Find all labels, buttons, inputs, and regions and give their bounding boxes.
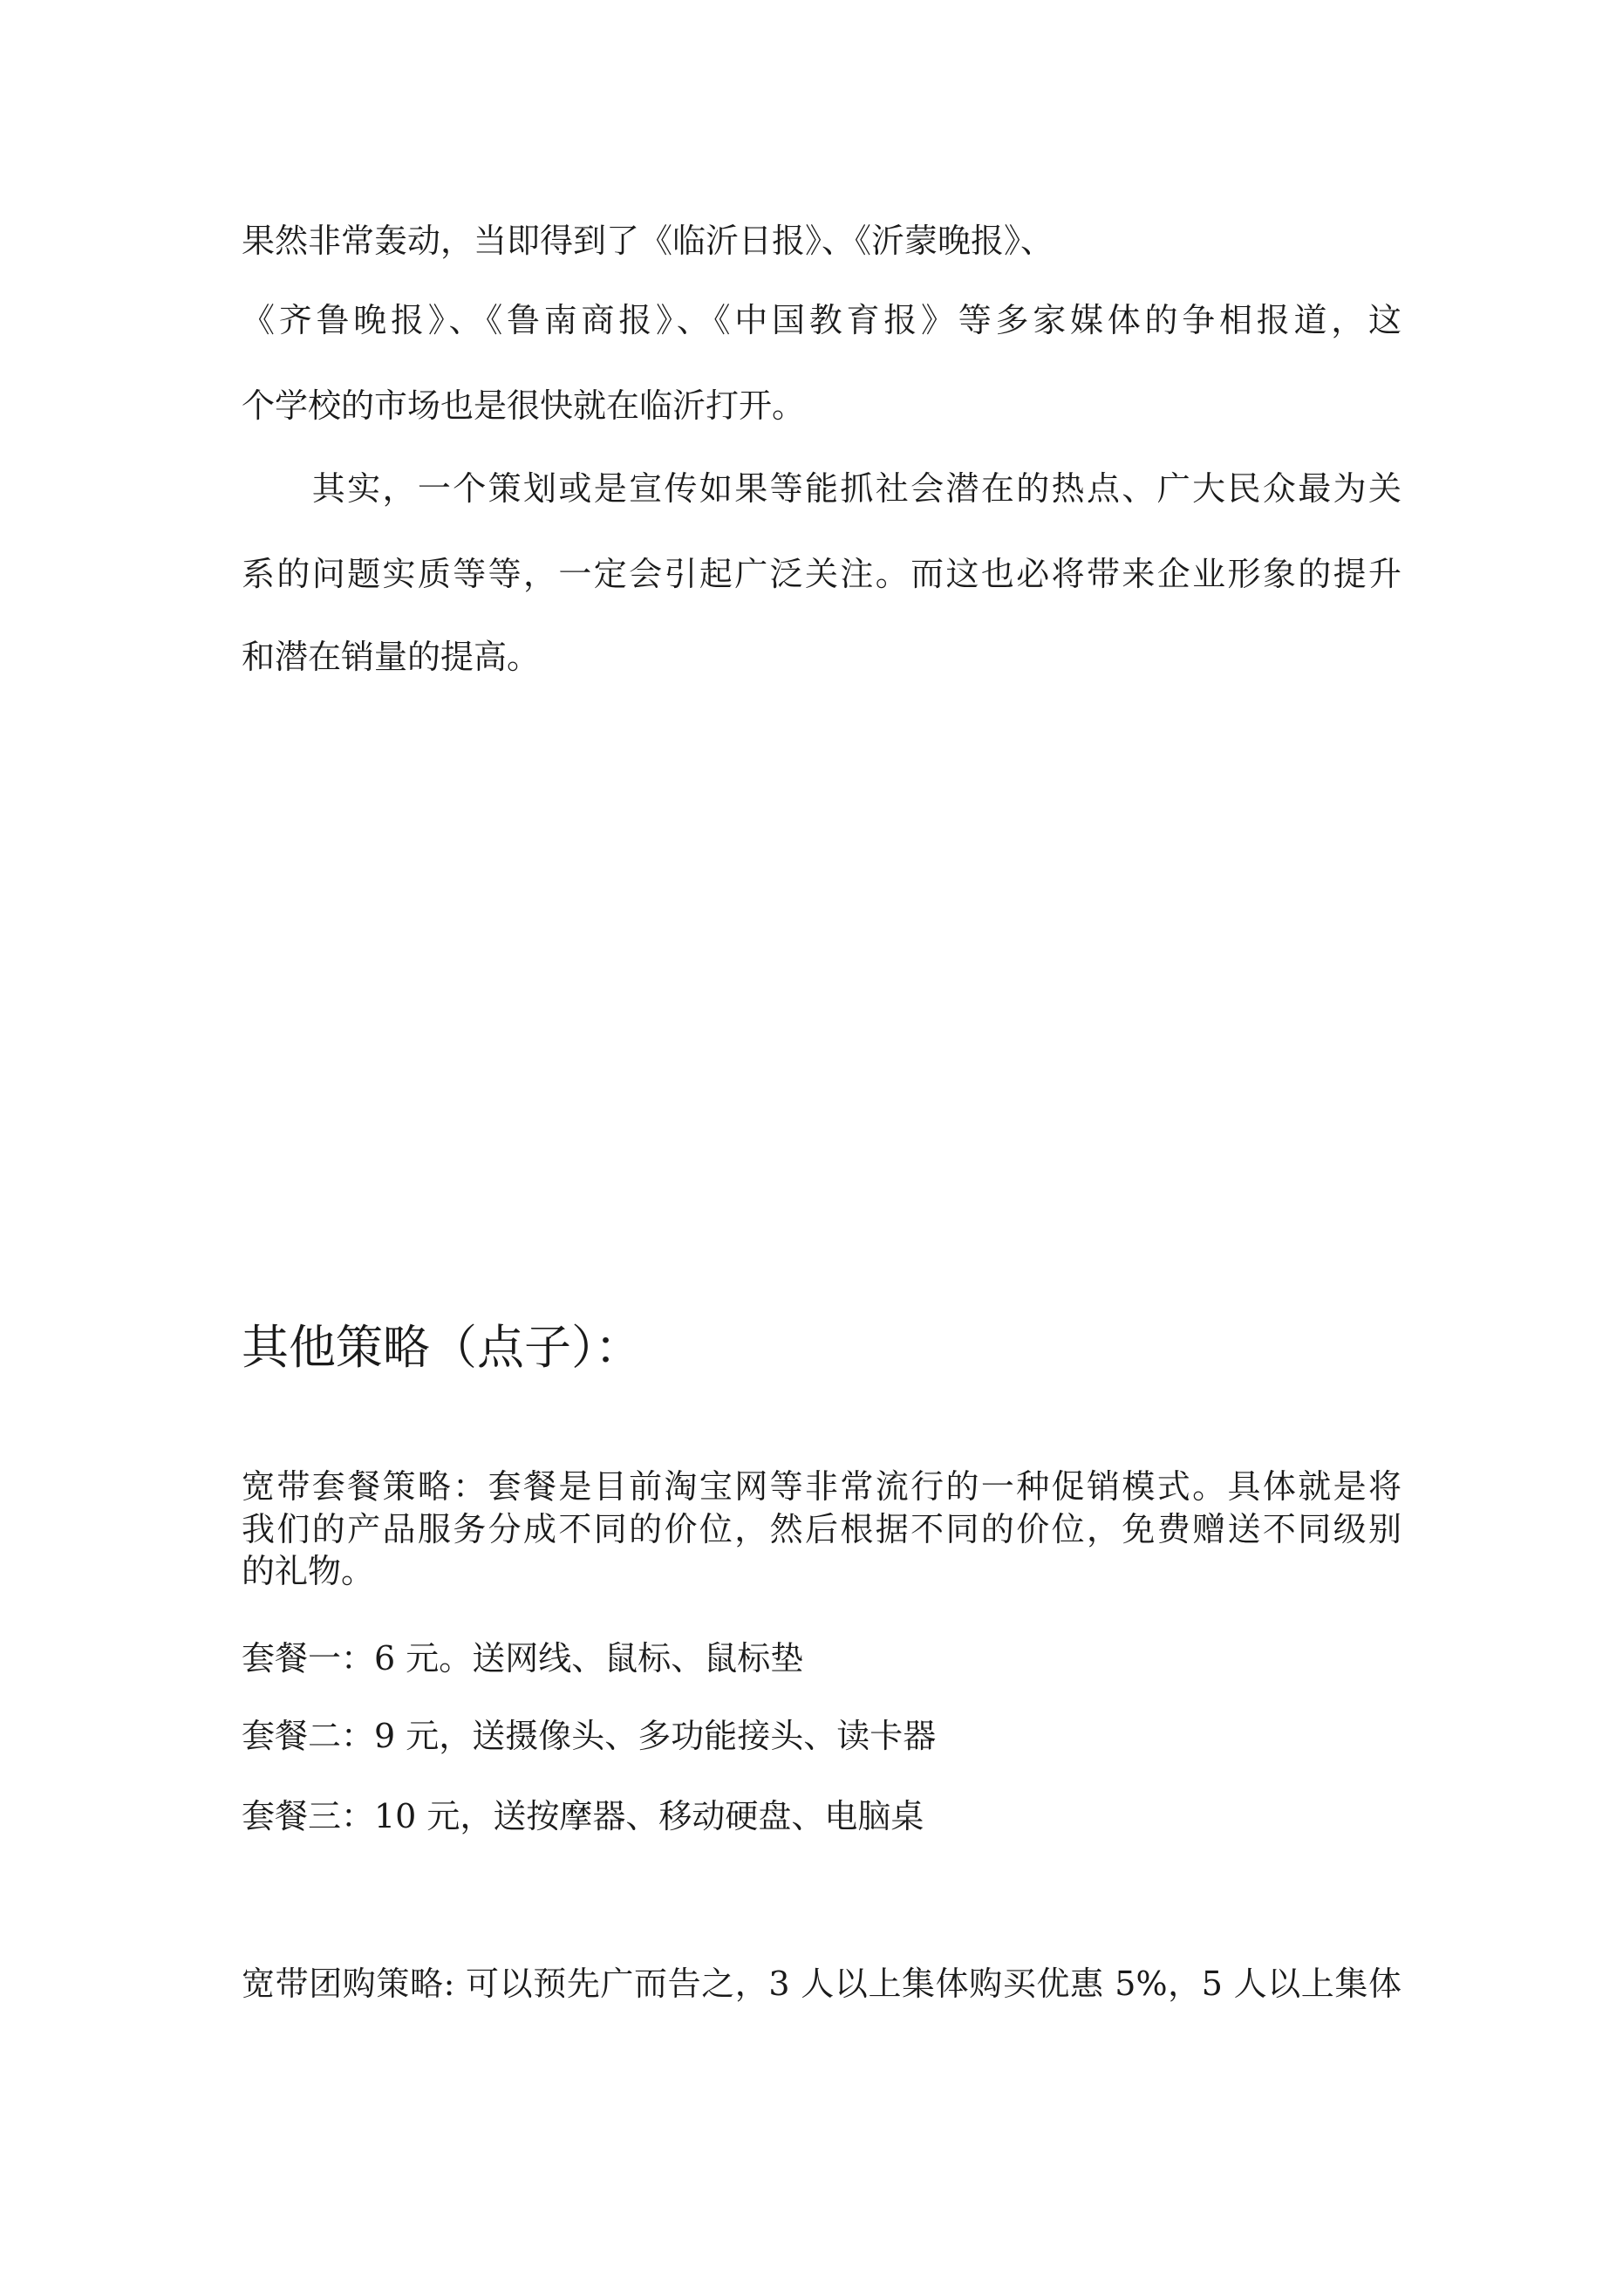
paragraph-line: 宽带团购策略: 可以预先广而告之，3 人以上集体购买优惠 5%，5 人以上集体 [242, 1965, 1401, 2003]
paragraph-line: 宽带套餐策略：套餐是目前淘宝网等非常流行的一种促销模式。具体就是将 [242, 1467, 1401, 1506]
section-heading: 其他策略（点子）： [242, 1320, 642, 1375]
package-item: 套餐一：6 元。送网线、鼠标、鼠标垫 [242, 1639, 804, 1678]
package-item: 套餐二：9 元，送摄像头、多功能接头、读卡器 [242, 1717, 937, 1755]
paragraph-line: 个学校的市场也是很快就在临沂打开。 [242, 386, 806, 425]
package-item: 套餐三：10 元，送按摩器、移动硬盘、电脑桌 [242, 1797, 924, 1835]
paragraph-line: 我们的产品服务分成不同的价位，然后根据不同的价位，免费赠送不同级别 [242, 1510, 1401, 1548]
paragraph-line: 系的问题实质等等，一定会引起广泛关注。而这也必将带来企业形象的提升 [242, 555, 1401, 593]
paragraph-line: 《齐鲁晚报》、《鲁南商报》、《中国教育报》等多家媒体的争相报道，这 [242, 301, 1401, 339]
paragraph-line: 和潜在销量的提高。 [242, 638, 541, 676]
paragraph-line: 果然非常轰动，当即得到了《临沂日报》、《沂蒙晚报》、 [242, 222, 1054, 260]
paragraph-line: 其实，一个策划或是宣传如果等能抓社会潜在的热点、广大民众最为关 [242, 469, 1401, 508]
paragraph-line: 的礼物。 [242, 1552, 375, 1590]
